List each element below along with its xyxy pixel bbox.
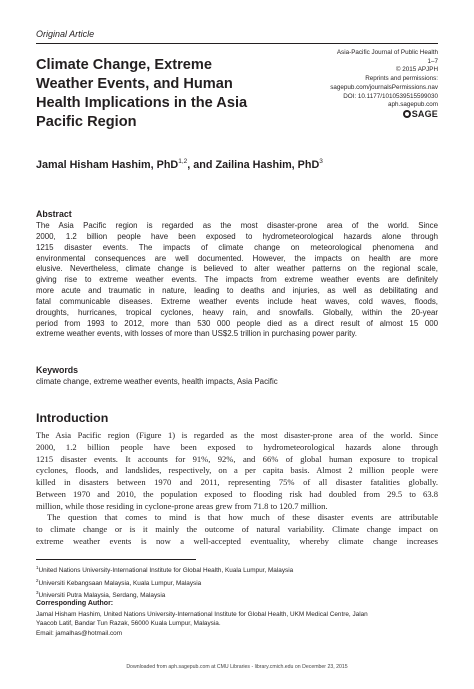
footnote-rule bbox=[36, 559, 196, 560]
sage-logo-text: SAGE bbox=[411, 108, 438, 119]
title-line: Weather Events, and Human bbox=[36, 76, 233, 92]
introduction-heading: Introduction bbox=[36, 411, 109, 425]
article-title bbox=[36, 56, 298, 132]
footnote-number: 1 bbox=[36, 565, 39, 570]
footnote bbox=[36, 576, 293, 589]
abstract-line: extreme weather events, with losses of more than US$2.5 trillion in purchasing power parity. bbox=[36, 329, 357, 339]
journal-name: Asia-Pacific Journal of Public Health bbox=[336, 49, 438, 56]
body-line: cyclones, floods, and landslides, respectively, on a per capita basis. Almost 2 million people were bbox=[36, 465, 438, 476]
affiliation-marker: 3 bbox=[319, 158, 323, 165]
corresponding-line: Yaacob Latif, Bandar Tun Razak, 56000 Kuala Lumpur, Malaysia. bbox=[36, 620, 221, 628]
abstract-line: more acute and traumatic in nature, leading to deaths and injuries, as well as debilitating and bbox=[36, 286, 438, 296]
abstract-line: environmental consequences are well documented. However, the impacts on health are more bbox=[36, 253, 438, 263]
sage-logo-icon bbox=[403, 110, 411, 118]
abstract-line: fatal communicable diseases. Extreme weather events include heat waves, cold waves, floods, bbox=[36, 296, 438, 306]
sage-logo bbox=[278, 110, 438, 119]
abstract-line: period from 1993 to 2012, more than 530 000 people died as a direct result of almost 15 000 bbox=[36, 318, 438, 328]
title-line: Pacific Region bbox=[36, 114, 137, 130]
author-name: Jamal Hisham Hashim, PhD bbox=[36, 159, 179, 171]
keywords-heading: Keywords bbox=[36, 365, 79, 375]
corresponding-line: Jamal Hisham Hashim, United Nations University-International Institute for Global Health, UKM Medical Centre, Jalan bbox=[36, 611, 368, 618]
footnote-text: United Nations University-International Institute for Global Health, Kuala Lumpur, Malaysia bbox=[38, 567, 294, 574]
corresponding-author-details bbox=[36, 610, 368, 638]
affiliation-footnotes bbox=[36, 563, 293, 601]
body-line: The Asia Pacific region (Figure 1) is regarded as the most disaster-prone area of the world. Since bbox=[36, 430, 438, 440]
author-name: Zailina Hashim, PhD bbox=[215, 159, 320, 171]
download-notice: Downloaded from aph.sagepub.com at CMU Libraries - library.cmich.edu on December 23, 2015 bbox=[126, 664, 348, 670]
body-line: extreme weather events is now a well-accepted eventuality, whereby climate change increases bbox=[36, 535, 438, 546]
body-line: million, while those residing in cyclone-prone areas grew from 71.8 to 120.7 million. bbox=[36, 500, 328, 511]
body-line: Between 1970 and 2010, the population exposed to flooding risk had doubled from 29.5 to 63.8 bbox=[36, 488, 438, 499]
article-type-label: Original Article bbox=[36, 29, 95, 39]
author-line bbox=[36, 158, 323, 171]
abstract-line: elusive. Nevertheless, climate change is believed to alter weather patterns on the regional scale, bbox=[36, 264, 438, 274]
footnote bbox=[36, 563, 293, 576]
body-line: 1215 disaster events. It accounts for 91%, 92%, and 66% of global human exposure to tropical bbox=[36, 453, 438, 464]
title-line: Health Implications in the Asia bbox=[36, 95, 248, 111]
abstract-heading: Abstract bbox=[36, 209, 72, 219]
footnote-text: Universiti Putra Malaysia, Serdang, Malaysia bbox=[38, 592, 166, 600]
body-line: killed in disasters between 1970 and 2011, representing 75% of all disaster fatalities globally. bbox=[36, 477, 438, 487]
affiliation-marker: 1,2 bbox=[178, 158, 188, 165]
abstract-body bbox=[36, 221, 438, 340]
page-range: 1–7 bbox=[427, 57, 438, 65]
footnote-text: Universiti Kebangsaan Malaysia, Kuala Lumpur, Malaysia bbox=[38, 579, 202, 587]
reprints-label: Reprints and permissions: bbox=[365, 75, 438, 83]
footnote-number: 3 bbox=[36, 590, 39, 596]
header-rule bbox=[36, 43, 438, 44]
body-line: 2000, 1.2 billion people have been exposed to hydrometeorological hazards alone through bbox=[36, 441, 438, 452]
copyright: © 2015 APJPH bbox=[395, 66, 438, 74]
abstract-line: The Asia Pacific region is regarded as the most disaster-prone area of the world. Since bbox=[36, 221, 438, 230]
abstract-line: 1215 disaster events. The impacts of climate change on meteorological phenomena and bbox=[36, 242, 438, 252]
journal-info bbox=[278, 49, 438, 119]
corresponding-email[interactable]: Email: jamalhas@hotmail.com bbox=[36, 629, 123, 637]
keywords-list: climate change, extreme weather events, health impacts, Asia Pacific bbox=[36, 377, 278, 386]
footnote bbox=[36, 588, 293, 601]
abstract-line: droughts, hurricanes, tropical cyclones, heavy rain, and snowfalls. Globally, within the 20-year bbox=[36, 307, 438, 317]
doi[interactable]: DOI: 10.1177/1010539515599030 bbox=[343, 92, 438, 100]
reprints-url[interactable]: sagepub.com/journalsPermissions.nav bbox=[330, 83, 438, 91]
journal-site[interactable]: aph.sagepub.com bbox=[387, 101, 438, 109]
body-line: to climate change or is it mainly the outcome of natural variability. Climate change impact on bbox=[36, 524, 438, 534]
abstract-line: 2000, 1.2 billion people have been exposed to hydrometeorological hazards alone through bbox=[36, 231, 438, 241]
introduction-body bbox=[36, 430, 438, 548]
corresponding-author-heading: Corresponding Author: bbox=[36, 600, 114, 607]
body-line: The question that comes to mind is that how much of these disaster events are attributable bbox=[47, 512, 438, 523]
abstract-line: giving rise to extreme weather events. The impacts from extreme weather events are definitely bbox=[36, 275, 438, 285]
author-connector: , and bbox=[187, 159, 216, 171]
title-line: Climate Change, Extreme bbox=[36, 57, 212, 73]
footnote-number: 2 bbox=[36, 577, 39, 583]
